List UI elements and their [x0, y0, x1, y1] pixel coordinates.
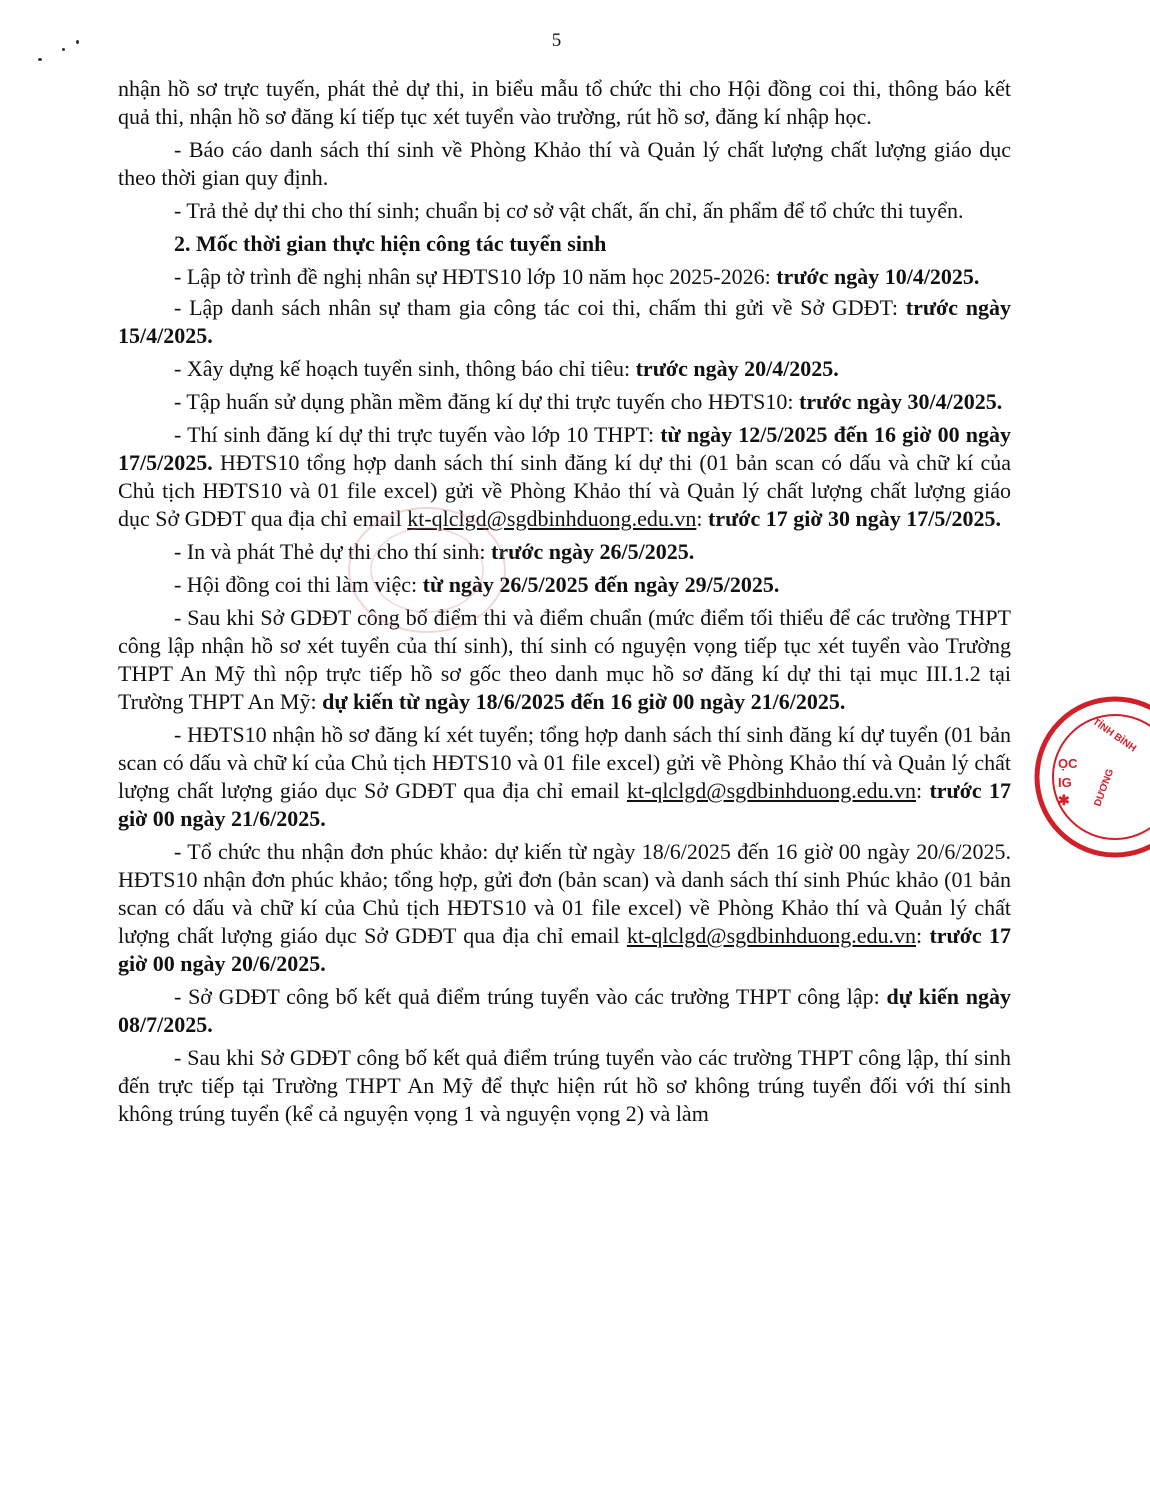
scan-speck	[62, 48, 65, 51]
milestone-1	[118, 263, 1011, 291]
milestone-deadline: trước 17 giờ 00 ngày 21/6/2025.	[118, 778, 1011, 831]
svg-text:TỈNH BÌNH: TỈNH BÌNH	[1090, 716, 1139, 755]
svg-text:DƯƠNG: DƯƠNG	[1092, 767, 1117, 809]
item-report-list: - Báo cáo danh sách thí sinh về Phòng Khảo thí và Quản lý chất lượng chất lượng giáo dục theo thời gian quy định.	[118, 137, 1011, 190]
intro-paragraph: nhận hồ sơ trực tuyến, phát thẻ dự thi, in biểu mẫu tổ chức thi cho Hội đồng coi thi, thông báo kết quả thi, nhận hồ sơ đăng kí tiếp tục xét tuyển vào trường, rút hồ sơ, đăng kí nhập học.	[118, 76, 1011, 129]
page-number: 5	[551, 30, 562, 51]
separator: :	[696, 506, 708, 531]
email-link[interactable]: kt-qlclgd@sgdbinhduong.edu.vn	[407, 506, 697, 531]
milestone-deadline: trước 17 giờ 00 ngày 20/6/2025.	[118, 923, 1011, 976]
milestone-text: - Lập tờ trình đề nghị nhân sự HĐTS10 lớp 10 năm học 2025-2026:	[174, 264, 777, 289]
milestone-text-2: HĐTS10 tổng hợp danh sách thí sinh đăng kí dự thi (01 bản scan có dấu và chữ kí của Chủ tịch HĐTS10 và 01 file excel) gửi về Phòng Khảo thí và Quản lý chất lượng chất lượng giáo dục Sở GDĐT qua địa chỉ email	[118, 450, 1011, 531]
scan-speck	[76, 40, 79, 44]
milestone-deadline: trước ngày 30/4/2025.	[799, 389, 1003, 414]
item-return-cards: - Trả thẻ dự thi cho thí sinh; chuẩn bị cơ sở vật chất, ấn chỉ, ấn phẩm để tổ chức thi tuyển.	[174, 198, 964, 223]
svg-text:IG: IG	[1058, 775, 1072, 790]
milestone-text: - Lập danh sách nhân sự tham gia công tác coi thi, chấm thi gửi về Sở GDĐT:	[174, 295, 906, 320]
milestone-text: - Sau khi Sở GDĐT công bố điểm thi và điểm chuẩn (mức điểm tối thiểu để các trường THPT công lập nhận hồ sơ xét tuyển của thí sinh), thí sinh có nguyện vọng tiếp tục xét tuyển vào Trường THPT An Mỹ thì nộp trực tiếp hồ sơ gốc theo danh mục hồ sơ đăng kí dự thi tại mục III.1.2 tại Trường THPT An Mỹ:	[118, 605, 1011, 714]
scan-speck	[38, 58, 42, 61]
milestone-deadline: dự kiến ngày 08/7/2025.	[118, 984, 1012, 1037]
svg-text:ỌC: ỌC	[1058, 756, 1078, 771]
milestone-text: - In và phát Thẻ dự thi cho thí sinh:	[174, 539, 492, 564]
section-heading: 2. Mốc thời gian thực hiện công tác tuyển sinh	[174, 231, 607, 256]
milestone-deadline: dự kiến từ ngày 18/6/2025 đến 16 giờ 00 ngày 21/6/2025.	[322, 689, 846, 714]
milestone-4	[118, 388, 1011, 416]
milestone-8	[118, 604, 1011, 716]
milestone-deadline: trước ngày 10/4/2025.	[776, 264, 980, 289]
separator: :	[916, 778, 930, 803]
milestone-deadline: trước ngày 26/5/2025.	[491, 539, 695, 564]
separator: :	[916, 923, 930, 948]
svg-text:✱: ✱	[1058, 792, 1070, 808]
milestone-text: - Sở GDĐT công bố kết quả điểm trúng tuyển vào các trường THPT công lập:	[174, 984, 887, 1009]
milestone-9	[118, 721, 1011, 833]
milestone-11	[118, 983, 1011, 1039]
milestone-6	[118, 538, 1011, 566]
milestone-deadline-2: trước 17 giờ 30 ngày 17/5/2025.	[708, 506, 1001, 531]
milestone-text: - Tập huấn sử dụng phần mềm đăng kí dự thi trực tuyến cho HĐTS10:	[174, 389, 799, 414]
milestone-5	[118, 421, 1011, 533]
milestone-10	[118, 838, 1011, 978]
document-body	[118, 75, 1011, 1133]
milestone-text: - Xây dựng kế hoạch tuyển sinh, thông báo chỉ tiêu:	[174, 356, 636, 381]
milestone-deadline: từ ngày 26/5/2025 đến ngày 29/5/2025.	[422, 572, 780, 597]
school-seal-watermark	[335, 495, 520, 645]
milestone-text: - Tổ chức thu nhận đơn phúc khảo: dự kiến từ ngày 18/6/2025 đến 16 giờ 00 ngày 20/6/2025. HĐTS10 nhận đơn phúc khảo; tổng hợp, gửi đơn (bản scan) và danh sách thí sinh Phúc khảo (01 bản scan có dấu và chữ kí của Chủ tịch HĐTS10 và 01 file excel) về Phòng Khảo thí và Quản lý chất lượng chất lượng giáo dục Sở GDĐT qua địa chỉ email	[118, 839, 1011, 948]
milestone-text: - Hội đồng coi thi làm việc:	[174, 572, 423, 597]
milestone-12: - Sau khi Sở GDĐT công bố kết quả điểm trúng tuyển vào các trường THPT công lập, thí sinh đến trực tiếp tại Trường THPT An Mỹ để thực hiện rút hồ sơ không trúng tuyển đối với thí sinh không trúng tuyển (kể cả nguyện vọng 1 và nguyện vọng 2) và làm	[118, 1045, 1011, 1126]
milestone-7	[118, 571, 1011, 599]
official-stamp	[1030, 695, 1150, 860]
milestone-text: - HĐTS10 nhận hồ sơ đăng kí xét tuyển; tổng hợp danh sách thí sinh đăng kí dự tuyển (01 bản scan có dấu và chữ kí của Chủ tịch HĐTS10 và 01 file excel) gửi về Phòng Khảo thí và Quản lý chất lượng chất lượng giáo dục Sở GDĐT qua địa chỉ email	[118, 722, 1011, 803]
milestone-deadline: từ ngày 12/5/2025 đến 16 giờ 00 ngày 17/5/2025.	[118, 422, 1011, 475]
email-link[interactable]: kt-qlclgd@sgdbinhduong.edu.vn	[626, 778, 917, 803]
milestone-text: - Thí sinh đăng kí dự thi trực tuyến vào lớp 10 THPT:	[174, 422, 661, 447]
email-link[interactable]: kt-qlclgd@sgdbinhduong.edu.vn	[626, 923, 917, 948]
milestone-deadline: trước ngày 15/4/2025.	[118, 295, 1011, 348]
milestone-deadline: trước ngày 20/4/2025.	[635, 356, 839, 381]
milestone-3	[118, 355, 1011, 383]
milestone-2	[118, 294, 1011, 350]
